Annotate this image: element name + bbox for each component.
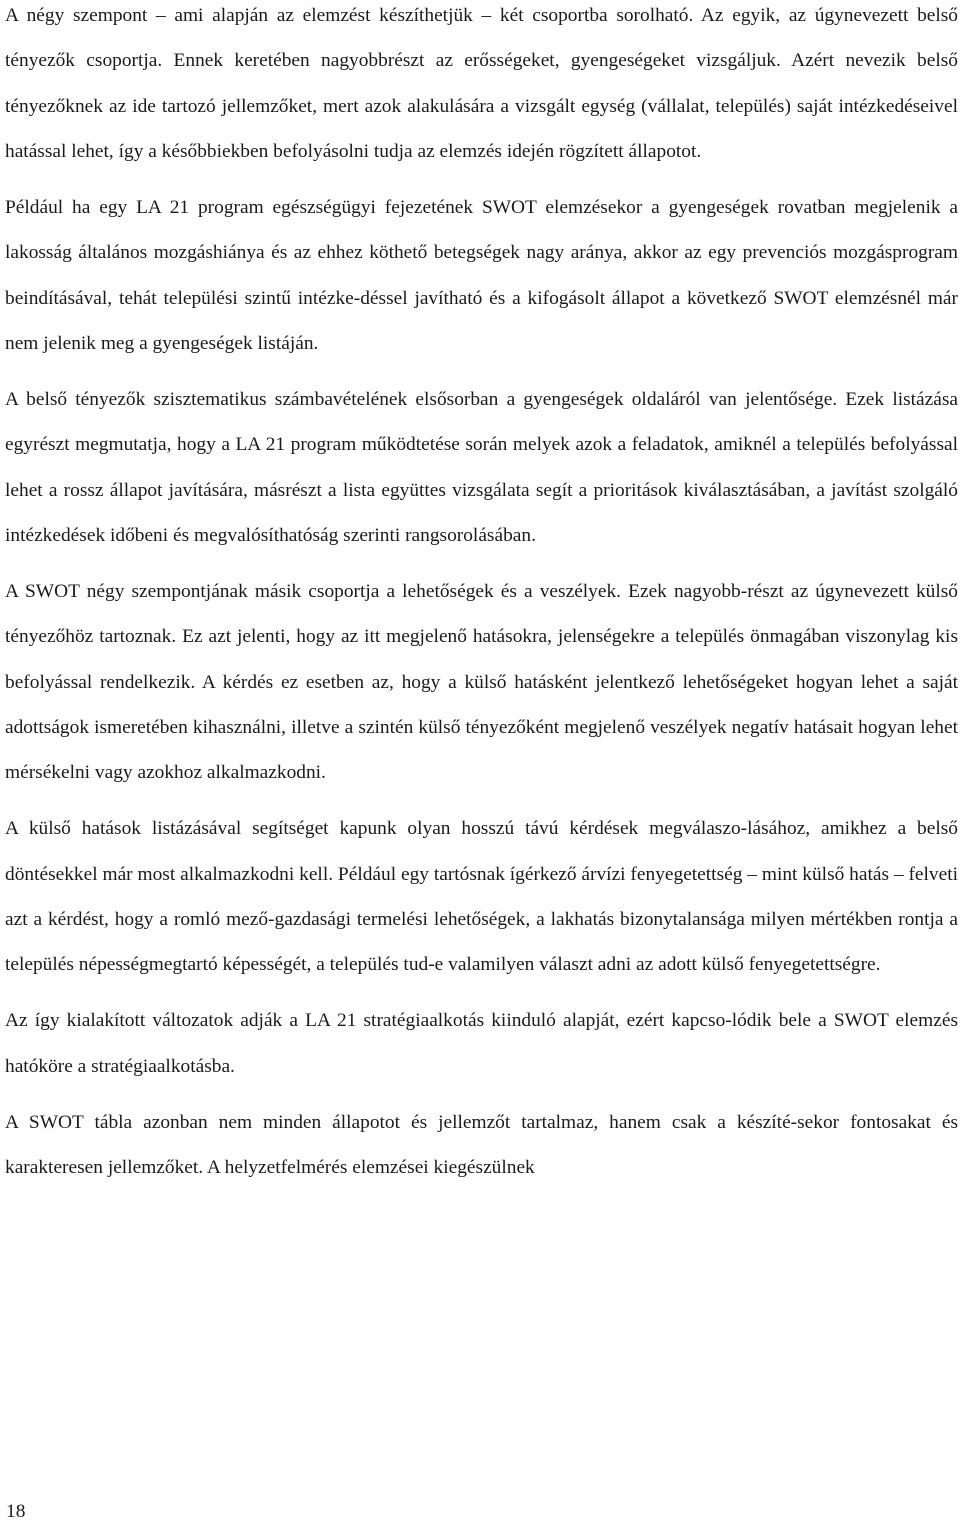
paragraph-4: A SWOT négy szempontjának másik csoportja a lehetőségek és a veszélyek. Ezek nagyobb-részt az úgynevezett külső tényezőhöz tartoznak. Ez azt jelenti, hogy az itt megjelenő hatásokra, jelenségekre a település önmagában viszonylag kis befolyással rendelkezik. A kérdés ez esetben az, hogy a külső hatásként jelentkező lehetőségeket hogyan lehet a saját adottságok ismeretében kihasználni, illetve a szintén külső tényezőként megjelenő veszélyek negatív hatásait hogyan lehet mérsékelni vagy azokhoz alkalmazkodni. — [5, 580, 958, 784]
paragraph-6: Az így kialakított változatok adják a LA 21 stratégiaalkotás kiinduló alapját, ezért kapcso-lódik bele a SWOT elemzés hatóköre a stratégiaalkotásba. — [5, 1010, 958, 1077]
paragraph-1: A négy szempont – ami alapján az elemzést készíthetjük – két csoportba sorolható. Az egyik, az úgynevezett belső tényezők csoportja. Ennek keretében nagyobbrészt az erősségeket, gyengeségeket vizsgáljuk. Azért nevezik belső tényezőknek az ide tartozó jellemzőket, mert azok alakulására a vizsgált egység (vállalat, település) saját intézkedéseivel hatással lehet, így a későbbiekben befolyásolni tudja az elemzés idején rögzített állapotot. — [5, 5, 958, 162]
paragraph-2: Például ha egy LA 21 program egészségügyi fejezetének SWOT elemzésekor a gyengeségek rovatban megjelenik a lakosság általános mozgáshiánya és az ehhez köthető betegségek nagy aránya, akkor az egy prevenciós mozgásprogram beindításával, tehát települési szintű intézke-déssel javítható és a kifogásolt állapot a következő SWOT elemzésnél már nem jelenik meg a gyengeségek listáján. — [5, 196, 958, 354]
paragraph-5: A külső hatások listázásával segítséget kapunk olyan hosszú távú kérdések megválaszo-lásához, amikhez a belső döntésekkel már most alkalmazkodni kell. Például egy tartósnak ígérkező árvízi fenyegetettség – mint külső hatás – felveti azt a kérdést, hogy a romló mező-gazdasági termelési lehetőségek, a lakhatás bizonytalansága milyen mértékben rontja a település népességmegtartó képességét, a település tud-e valamilyen választ adni az adott külső fenyegetettségre. — [5, 818, 958, 976]
page-number: 18 — [6, 1501, 26, 1522]
body-text — [5, 0, 958, 1201]
paragraph-7: A SWOT tábla azonban nem minden állapotot és jellemzőt tartalmaz, hanem csak a készíté-sekor fontosakat és karakteresen jellemzőket. A helyzetfelmérés elemzései kiegészülnek — [5, 1111, 958, 1178]
paragraph-3: A belső tényezők szisztematikus számbavételének elsősorban a gyengeségek oldaláról van jelentősége. Ezek listázása egyrészt megmutatja, hogy a LA 21 program működtetése során melyek azok a feladatok, amiknél a település befolyással lehet a rossz állapot javítására, másrészt a lista együttes vizsgálata segít a prioritások kiválasztásában, a javítást szolgáló intézkedések időbeni és megvalósíthatóság szerinti rangsorolásában. — [5, 388, 958, 546]
